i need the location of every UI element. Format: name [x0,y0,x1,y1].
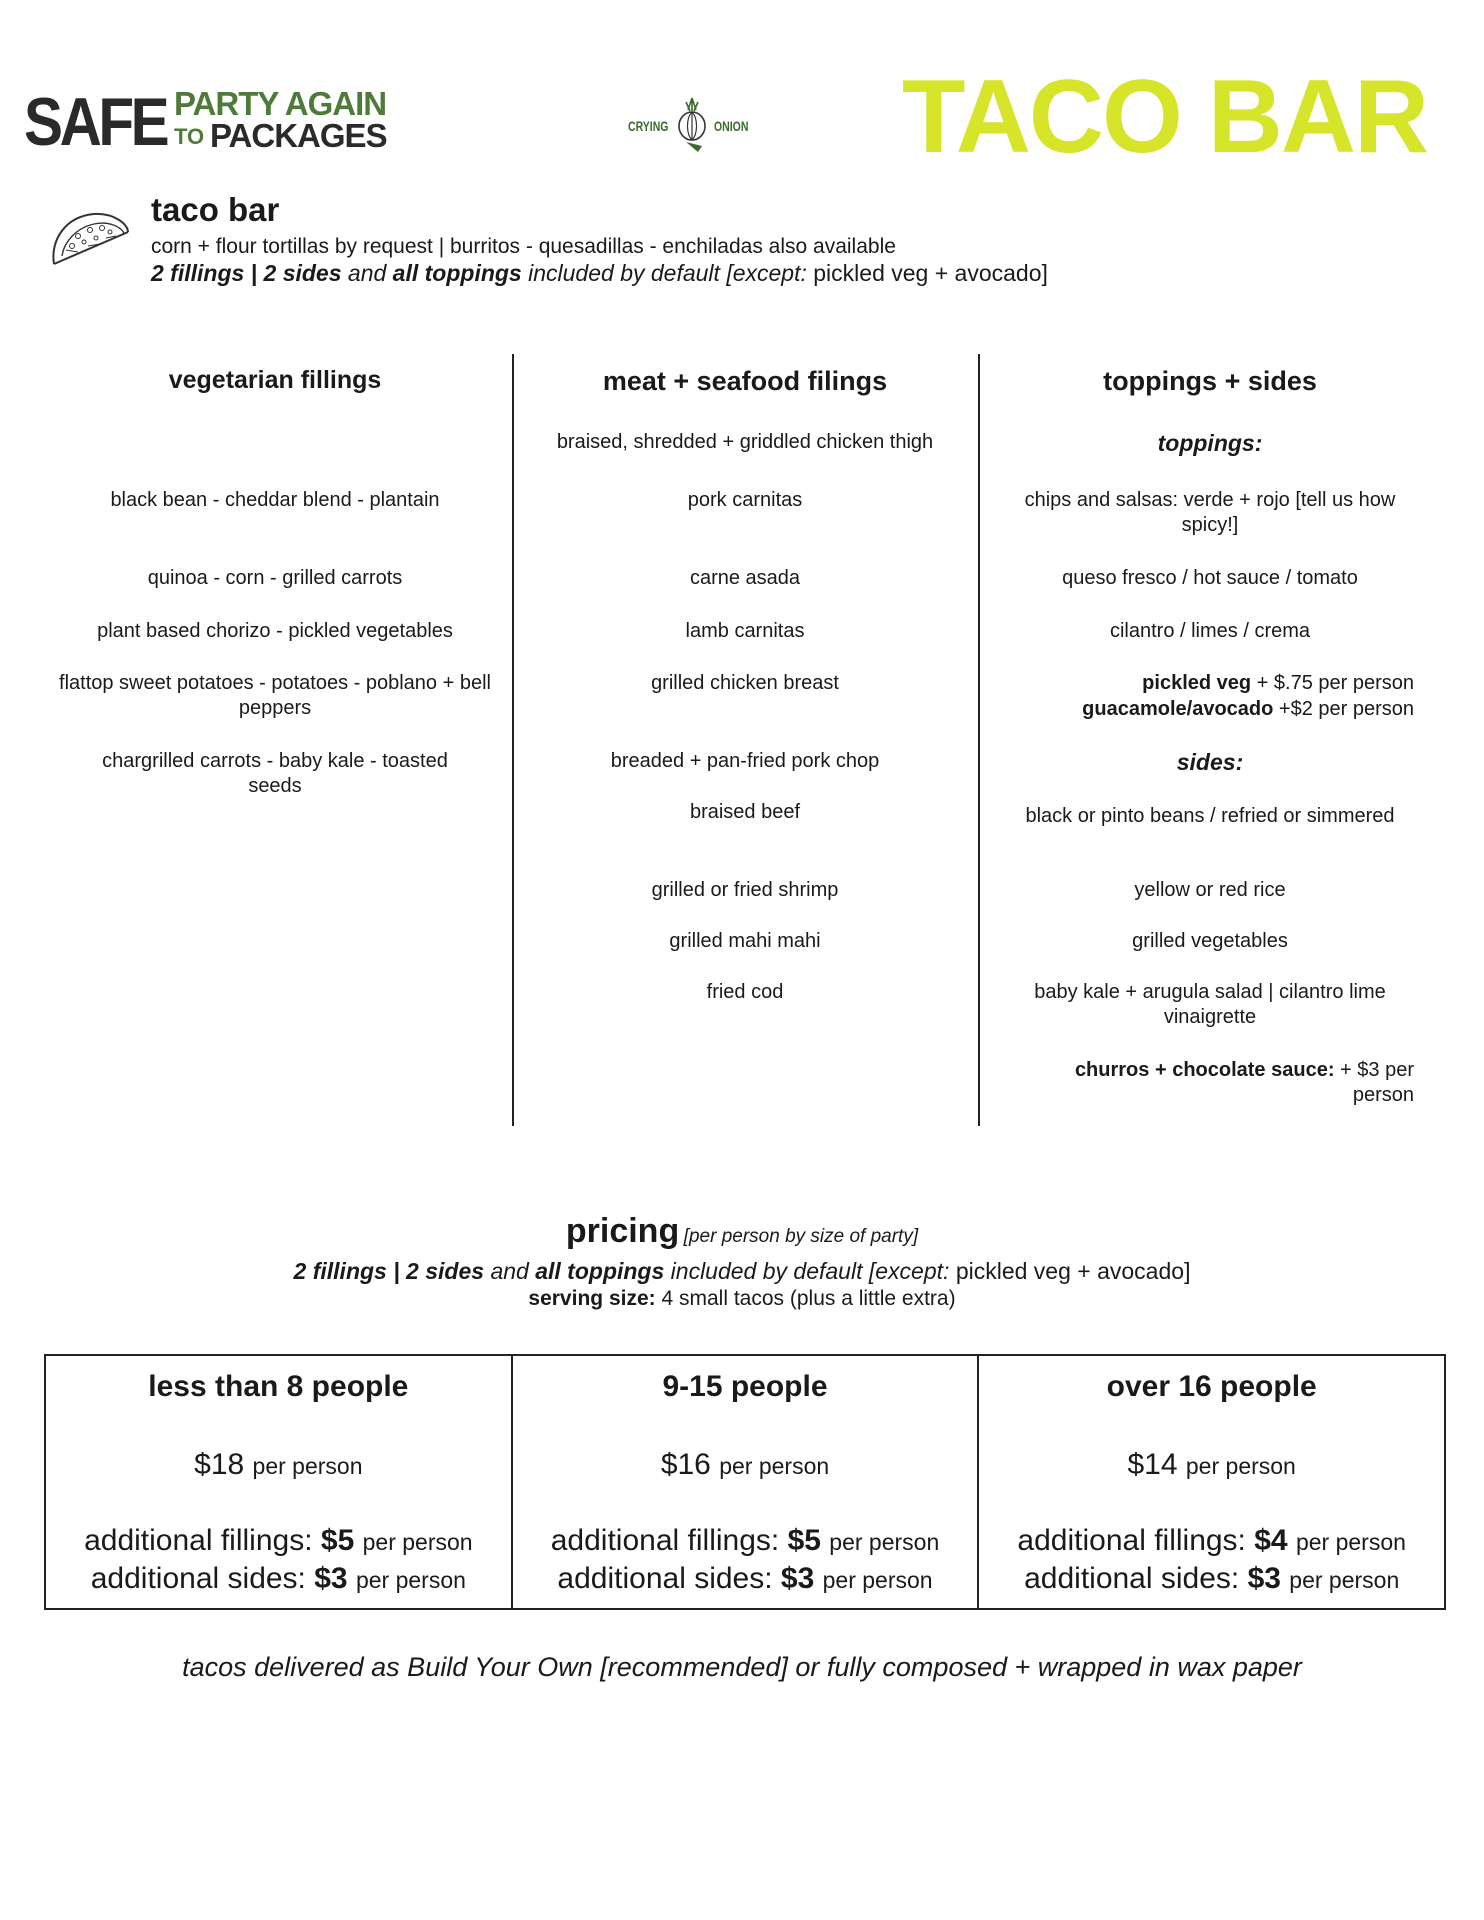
guacamole-extra [980,697,1440,722]
pricing-table [44,1354,1446,1610]
serving-size-label: serving size: [528,1287,656,1310]
tier-name: 9-15 people [662,1370,828,1403]
serving-size-line [0,1287,1484,1311]
intro-and: and [347,260,393,286]
menu-item: queso fresco / hot sauce / tomato [1062,567,1358,589]
pricing-header [0,1212,1484,1251]
tier-price: $16 [660,1448,711,1481]
menu-item: breaded + pan-fried pork chop [610,750,880,772]
additional-fillings-label: additional fillings: [550,1524,788,1557]
taco-icon [48,206,132,272]
churros-price: + $3 per person [1334,1059,1414,1106]
menu-item: lamb carnitas [685,620,805,642]
menu-item: flattop sweet potatoes - potatoes - poblano + bell peppers [59,672,491,719]
per-person-label: per person [252,1453,363,1479]
delivery-note: tacos delivered as Build Your Own [recommended] or fully composed + wrapped in wax paper [182,1652,1302,1682]
per-person-label: per person [355,1567,466,1593]
intro-tortillas-line: corn + flour tortillas by request | burritos - quesadillas - enchiladas also available [151,235,896,258]
price-tier [977,1356,1444,1608]
per-person-label: per person [1295,1529,1406,1555]
pickled-veg-price: + $.75 per person [1251,672,1414,694]
column-divider [512,354,514,1126]
menu-item: plant based chorizo - pickled vegetables [97,620,453,642]
per-person-label: per person [829,1529,940,1555]
additional-fillings-label: additional fillings: [1017,1524,1255,1557]
tier-price: $18 [194,1448,245,1481]
tier-price-line [979,1448,1444,1482]
pricing-fillings-sides: 2 fillings | 2 sides [293,1258,485,1284]
pricing-included-default: included by default [except: [664,1258,956,1284]
intro-exceptions: pickled veg + avocado [813,260,1042,286]
menu-item: grilled vegetables [1132,930,1288,952]
additional-sides-label: additional sides: [1024,1562,1248,1595]
intro-fillings-sides: 2 fillings | 2 sides [151,260,348,286]
intro-title: taco bar [151,191,280,228]
additional-fillings-label: additional fillings: [84,1524,321,1557]
pricing-close: ] [1184,1258,1191,1284]
tier-price: $14 [1127,1448,1178,1481]
serving-size-value: 4 small tacos (plus a little extra) [655,1287,956,1310]
per-person-label: per person [1185,1453,1296,1479]
onion-icon [672,96,712,158]
menu-item: baby kale + arugula salad | cilantro lime vinaigrette [1034,981,1386,1028]
toppings-sides-heading: toppings + sides [1103,366,1317,396]
vegetarian-heading: vegetarian fillings [168,366,382,394]
intro-all-toppings: all toppings [392,260,522,286]
menu-item: black bean - cheddar blend - plantain [110,489,440,511]
safe-party-logo [24,86,424,158]
additional-fillings-line [979,1524,1444,1558]
pickled-veg-name: pickled veg [1142,672,1252,694]
pickled-veg-extra [980,671,1440,696]
intro-close: ] [1041,260,1048,286]
additional-fillings-price: $5 [787,1524,821,1557]
price-tier [46,1356,511,1608]
menu-item: fried cod [706,981,784,1003]
per-person-label: per person [1289,1567,1400,1593]
additional-fillings-line [46,1524,511,1558]
additional-fillings-line [513,1524,978,1558]
guacamole-price: +$2 per person [1273,698,1414,720]
additional-sides-price: $3 [1247,1562,1281,1595]
logo-onion: ONION [714,118,749,134]
menu-item: grilled chicken breast [651,672,839,694]
menu-item: pork carnitas [687,489,803,511]
intro-included-default: included by default [except: [521,260,814,286]
menu-item: chips and salsas: verde + rojo [tell us how spicy!] [1024,489,1396,536]
additional-fillings-price: $4 [1254,1524,1288,1557]
price-tier [511,1356,978,1608]
pricing-defaults-line [0,1258,1484,1285]
additional-sides-line [979,1562,1444,1596]
sides-subheading: sides: [1176,749,1244,775]
logo-packages: PACKAGES [210,117,387,154]
meat-seafood-heading: meat + seafood filings [602,366,888,396]
menu-item: cilantro / limes / crema [1109,620,1311,642]
additional-sides-price: $3 [780,1562,815,1595]
menu-item: grilled or fried shrimp [651,879,839,901]
additional-sides-line [513,1562,978,1596]
churros-extra [980,1058,1440,1108]
logo-party-again: PARTY AGAIN [174,85,387,122]
taco-bar-logo-title: TACO BAR [902,59,1428,175]
tier-price-line [46,1448,511,1482]
crying-onion-logo [628,96,752,158]
pricing-title: pricing [565,1212,680,1250]
menu-item: grilled mahi mahi [669,930,821,952]
pricing-and: and [484,1258,536,1284]
churros-name: churros + chocolate sauce: [1074,1059,1335,1081]
menu-item: black or pinto beans / refried or simmered [1025,805,1395,827]
per-person-label: per person [822,1567,933,1593]
menu-item: quinoa - corn - grilled carrots [147,567,403,589]
tier-name: over 16 people [1106,1370,1317,1403]
menu-item: yellow or red rice [1134,879,1286,901]
additional-sides-label: additional sides: [90,1562,315,1595]
pricing-all-toppings: all toppings [535,1258,665,1284]
logo-crying: CRYING [628,118,669,134]
additional-sides-label: additional sides: [557,1562,781,1595]
logo-to: TO [174,124,205,149]
pricing-note: [per person by size of party] [683,1226,919,1247]
menu-item: chargrilled carrots - baby kale - toasted seeds [102,750,448,797]
menu-item: braised beef [689,801,801,823]
additional-sides-price: $3 [314,1562,348,1595]
per-person-label: per person [362,1529,473,1555]
additional-fillings-price: $5 [320,1524,355,1557]
menu-item: braised, shredded + griddled chicken thigh [556,431,934,453]
tier-price-line [513,1448,978,1482]
guacamole-name: guacamole/avocado [1082,698,1274,720]
menu-item: carne asada [689,567,801,589]
per-person-label: per person [719,1453,830,1479]
intro-defaults-line [151,260,1048,286]
tier-name: less than 8 people [148,1370,409,1403]
logo-safe-word: SAFE [24,84,167,160]
toppings-subheading: toppings: [1157,430,1263,456]
pricing-exceptions: pickled veg + avocado [955,1258,1185,1284]
additional-sides-line [46,1562,511,1596]
